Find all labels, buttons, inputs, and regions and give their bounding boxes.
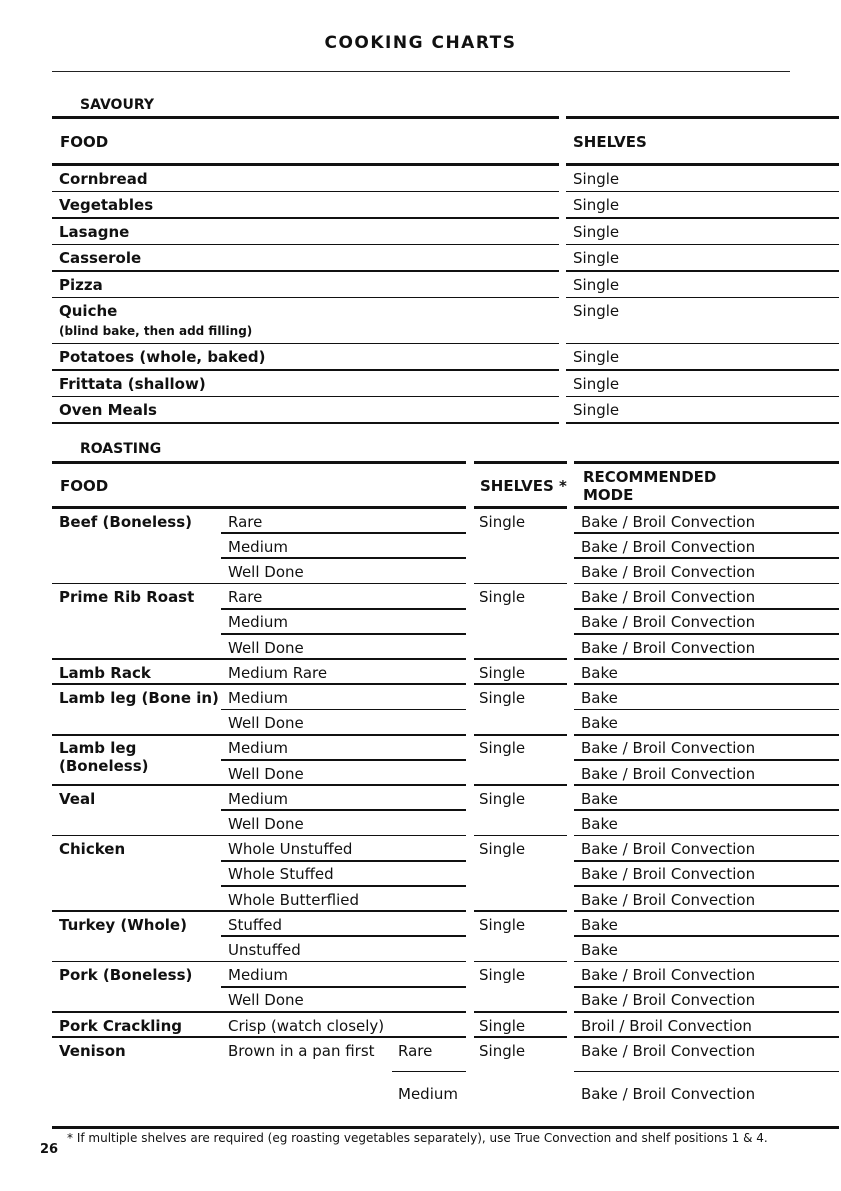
row-divider xyxy=(52,217,559,219)
mode-value: Bake / Broil Convection xyxy=(581,890,756,909)
doneness-value: Medium xyxy=(398,1084,458,1103)
row-divider xyxy=(566,297,839,299)
food-name: (Boneless) xyxy=(59,757,149,776)
row-divider xyxy=(566,343,839,345)
group-divider xyxy=(52,583,466,585)
page-number: 26 xyxy=(40,1142,59,1157)
column-header-mode: RECOMMENDED xyxy=(583,468,717,486)
shelves-value: Single xyxy=(479,840,526,859)
row-divider xyxy=(574,961,839,963)
table-top-rule xyxy=(52,461,466,464)
doneness-value: Well Done xyxy=(228,638,304,657)
mode-value: Bake xyxy=(581,714,618,733)
group-divider xyxy=(52,734,466,736)
row-divider xyxy=(574,835,839,837)
table-top-rule xyxy=(474,461,567,464)
column-header-food: FOOD xyxy=(60,477,109,495)
group-divider xyxy=(474,784,567,786)
food-name: Frittata (shallow) xyxy=(59,374,206,393)
row-divider xyxy=(221,860,466,862)
shelves-value: Single xyxy=(573,302,620,320)
row-divider xyxy=(52,343,559,345)
group-divider xyxy=(52,835,466,837)
food-name: Pork (Boneless) xyxy=(59,966,193,985)
row-divider xyxy=(574,759,839,761)
row-divider xyxy=(574,885,839,887)
row-divider xyxy=(221,935,466,937)
row-divider xyxy=(574,658,839,660)
row-divider xyxy=(566,270,839,272)
group-divider xyxy=(52,658,466,660)
group-divider xyxy=(474,583,567,585)
group-divider xyxy=(474,1036,567,1038)
table-top-rule xyxy=(574,461,839,464)
mode-value: Bake / Broil Convection xyxy=(581,1041,756,1060)
shelves-value: Single xyxy=(479,966,526,985)
table-top-rule xyxy=(52,116,559,119)
mode-value: Bake / Broil Convection xyxy=(581,588,756,607)
doneness-value: Crisp (watch closely) xyxy=(228,1016,385,1035)
row-divider xyxy=(574,608,839,610)
row-divider xyxy=(574,910,839,912)
food-name: Turkey (Whole) xyxy=(59,915,187,934)
header-rule xyxy=(52,163,559,166)
mode-value: Bake xyxy=(581,688,618,707)
row-divider xyxy=(566,217,839,219)
group-divider xyxy=(474,961,567,963)
mode-value: Broil / Broil Convection xyxy=(581,1016,752,1035)
title-divider xyxy=(52,71,790,72)
mode-value: Bake / Broil Convection xyxy=(581,562,756,581)
group-divider xyxy=(52,1011,466,1013)
table-bottom-rule xyxy=(52,1126,839,1129)
row-divider xyxy=(574,683,839,685)
group-divider xyxy=(52,1036,466,1038)
doneness-value: Unstuffed xyxy=(228,940,301,959)
row-divider xyxy=(392,1071,466,1073)
header-rule xyxy=(474,506,567,509)
row-divider xyxy=(574,1036,839,1038)
row-divider xyxy=(221,885,466,887)
group-divider xyxy=(474,658,567,660)
mode-value: Bake / Broil Convection xyxy=(581,739,756,758)
row-divider xyxy=(221,608,466,610)
doneness-value: Medium xyxy=(228,688,288,707)
doneness-value: Well Done xyxy=(228,764,304,783)
shelves-value: Single xyxy=(479,915,526,934)
shelves-value: Single xyxy=(479,588,526,607)
row-divider xyxy=(566,396,839,398)
doneness-value: Medium xyxy=(228,789,288,808)
doneness-value: Rare xyxy=(228,512,263,531)
food-name: Chicken xyxy=(59,840,126,859)
row-divider xyxy=(574,784,839,786)
mode-value: Bake xyxy=(581,663,618,682)
savoury-section-label: SAVOURY xyxy=(80,97,154,113)
row-divider xyxy=(574,1011,839,1013)
shelves-value: Single xyxy=(479,789,526,808)
row-divider xyxy=(52,244,559,246)
food-name: Lamb Rack xyxy=(59,663,151,682)
doneness-value: Rare xyxy=(228,588,263,607)
shelves-value: Single xyxy=(573,249,620,267)
doneness-value: Whole Unstuffed xyxy=(228,840,353,859)
shelves-value: Single xyxy=(573,348,620,366)
mode-value: Bake / Broil Convection xyxy=(581,991,756,1010)
mode-value: Bake / Broil Convection xyxy=(581,613,756,632)
doneness-value: Stuffed xyxy=(228,915,282,934)
row-divider xyxy=(52,270,559,272)
row-divider xyxy=(52,422,559,424)
row-divider xyxy=(566,369,839,371)
row-divider xyxy=(566,244,839,246)
mode-value: Bake / Broil Convection xyxy=(581,865,756,884)
table-top-rule xyxy=(566,116,839,119)
shelves-value: Single xyxy=(573,401,620,419)
doneness-value: Medium Rare xyxy=(228,663,328,682)
food-name: Potatoes (whole, baked) xyxy=(59,348,266,366)
mode-value: Bake / Broil Convection xyxy=(581,966,756,985)
row-divider xyxy=(52,297,559,299)
doneness-value: Medium xyxy=(228,739,288,758)
shelves-value: Single xyxy=(573,275,620,294)
row-divider xyxy=(574,986,839,988)
row-divider xyxy=(574,734,839,736)
shelves-value: Single xyxy=(479,1041,526,1060)
doneness-value: Well Done xyxy=(228,814,304,833)
doneness-value: Well Done xyxy=(228,991,304,1010)
row-divider xyxy=(221,633,466,635)
mode-value: Bake / Broil Convection xyxy=(581,840,756,859)
group-divider xyxy=(474,835,567,837)
doneness-value: Whole Stuffed xyxy=(228,865,334,884)
column-header-mode: MODE xyxy=(583,486,634,504)
row-divider xyxy=(574,532,839,534)
shelves-value: Single xyxy=(573,196,620,214)
mode-value: Bake / Broil Convection xyxy=(581,638,756,657)
header-rule xyxy=(574,506,839,509)
row-divider xyxy=(52,396,559,398)
mode-value: Bake xyxy=(581,789,618,808)
doneness-value: Well Done xyxy=(228,714,304,733)
shelves-value: Single xyxy=(479,512,526,531)
doneness-value: Well Done xyxy=(228,562,304,581)
row-divider xyxy=(221,709,466,711)
food-name: Lasagne xyxy=(59,222,130,241)
doneness-value: Medium xyxy=(228,537,288,556)
group-divider xyxy=(52,784,466,786)
mode-value: Bake xyxy=(581,940,618,959)
food-name: Venison xyxy=(59,1041,126,1060)
group-divider xyxy=(474,734,567,736)
header-rule xyxy=(566,163,839,166)
mode-value: Bake / Broil Convection xyxy=(581,764,756,783)
mode-value: Bake xyxy=(581,814,618,833)
food-name: Casserole xyxy=(59,249,142,267)
group-divider xyxy=(52,961,466,963)
shelves-value: Single xyxy=(573,374,620,393)
food-name: Pork Crackling xyxy=(59,1016,182,1035)
prep-note: Brown in a pan first xyxy=(228,1041,375,1060)
food-name: Oven Meals xyxy=(59,401,157,419)
column-header-shelves: SHELVES xyxy=(573,133,647,151)
group-divider xyxy=(52,910,466,912)
row-divider xyxy=(221,532,466,534)
food-name: Cornbread xyxy=(59,169,148,188)
row-divider xyxy=(221,986,466,988)
shelves-value: Single xyxy=(479,1016,526,1035)
food-note: (blind bake, then add filling) xyxy=(59,323,253,338)
group-divider xyxy=(474,683,567,685)
mode-value: Bake / Broil Convection xyxy=(581,537,756,556)
shelves-value: Single xyxy=(479,739,526,758)
roasting-section-label: ROASTING xyxy=(80,441,162,457)
row-divider xyxy=(574,809,839,811)
food-name: Lamb leg xyxy=(59,739,137,758)
food-name: Quiche xyxy=(59,302,118,320)
row-divider xyxy=(566,191,839,193)
row-divider xyxy=(574,583,839,585)
row-divider xyxy=(221,759,466,761)
shelves-value: Single xyxy=(573,169,620,188)
doneness-value: Medium xyxy=(228,613,288,632)
row-divider xyxy=(574,557,839,559)
mode-value: Bake / Broil Convection xyxy=(581,512,756,531)
food-name: Veal xyxy=(59,789,96,808)
shelves-value: Single xyxy=(573,222,620,241)
row-divider xyxy=(574,1071,839,1073)
shelves-value: Single xyxy=(479,663,526,682)
row-divider xyxy=(566,422,839,424)
mode-value: Bake / Broil Convection xyxy=(581,1084,756,1103)
food-name: Vegetables xyxy=(59,196,154,214)
food-name: Pizza xyxy=(59,275,103,294)
row-divider xyxy=(221,809,466,811)
doneness-value: Whole Butterflied xyxy=(228,890,360,909)
food-name: Beef (Boneless) xyxy=(59,512,193,531)
row-divider xyxy=(52,369,559,371)
group-divider xyxy=(474,910,567,912)
row-divider xyxy=(574,709,839,711)
group-divider xyxy=(474,1011,567,1013)
row-divider xyxy=(574,935,839,937)
column-header-food: FOOD xyxy=(60,133,109,151)
food-name: Lamb leg (Bone in) xyxy=(59,688,219,707)
row-divider xyxy=(574,860,839,862)
row-divider xyxy=(574,633,839,635)
row-divider xyxy=(52,191,559,193)
header-rule xyxy=(52,506,466,509)
column-header-shelves: SHELVES * xyxy=(480,477,567,495)
doneness-value: Rare xyxy=(398,1041,433,1060)
doneness-value: Medium xyxy=(228,966,288,985)
footnote: * If multiple shelves are required (eg roasting vegetables separately), use True Convection and shelf positions 1 & 4. xyxy=(67,1131,768,1145)
mode-value: Bake xyxy=(581,915,618,934)
page-title: COOKING CHARTS xyxy=(324,33,517,53)
group-divider xyxy=(52,683,466,685)
shelves-value: Single xyxy=(479,688,526,707)
row-divider xyxy=(221,557,466,559)
food-name: Prime Rib Roast xyxy=(59,588,195,607)
